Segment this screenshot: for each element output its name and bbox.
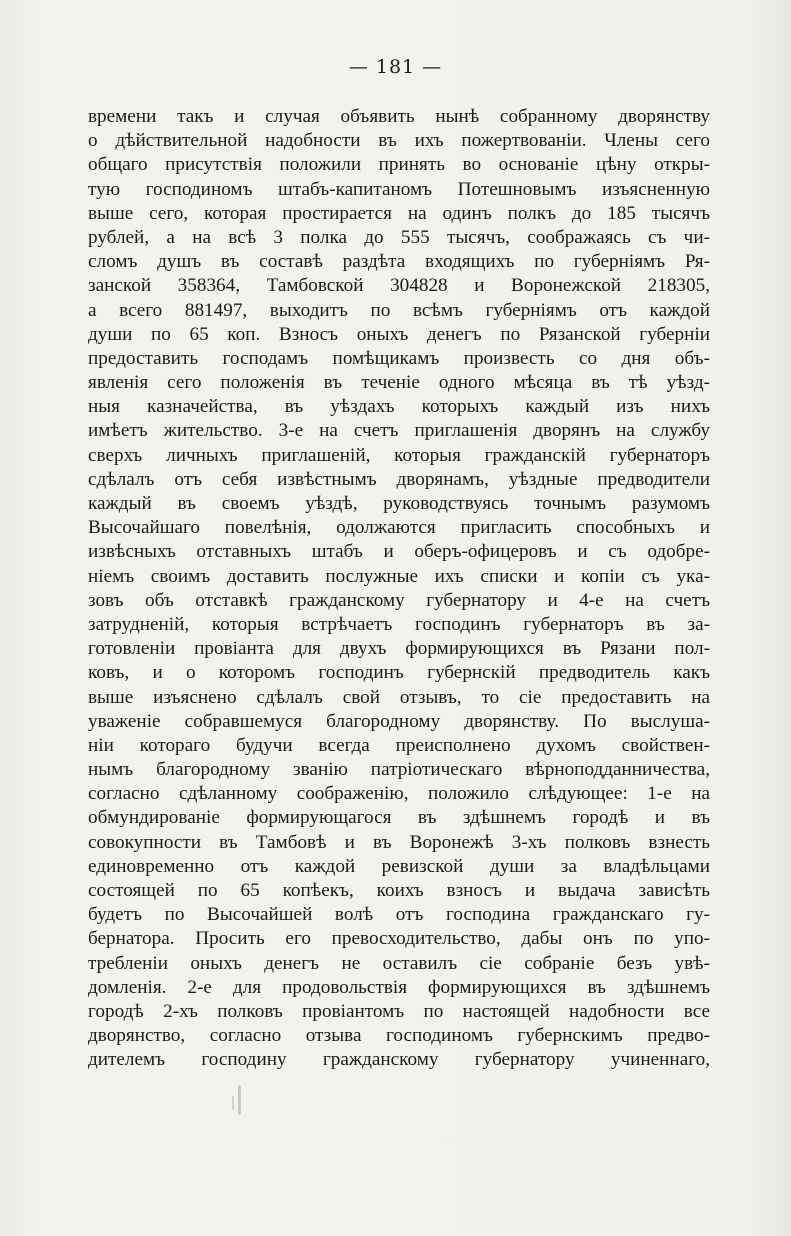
text-line: дителемъ господину гражданскому губернатору учиненнаго,: [88, 1049, 710, 1071]
text-line: совокупности въ Тамбовѣ и въ Воронежѣ 3-хъ полковъ взнесть: [88, 831, 710, 853]
text-line: извѣсныхъ отставныхъ штабъ и оберъ-офицеровъ и съ одобре-: [88, 541, 710, 563]
text-line: зовъ объ отставкѣ гражданскому губернатору и 4-е на счетъ: [88, 589, 710, 611]
text-line: имѣетъ жительство. 3-е на счетъ приглашенія дворянъ на службу: [88, 420, 710, 442]
text-line: домленія. 2-е для продовольствія формирующихся въ здѣшнемъ: [88, 976, 710, 998]
text-line: явленія сего положенія въ теченіе одного мѣсяца въ тѣ уѣзд-: [88, 372, 710, 394]
text-line: времени такъ и случая объявить нынѣ собранному дворянству: [88, 106, 710, 127]
text-line: каждый въ своемъ уѣздѣ, руководствуясь точнымъ разумомъ: [88, 493, 710, 514]
text-line: бернатора. Просить его превосходительство, дабы онъ по упо-: [88, 928, 710, 950]
text-line: о дѣйствительной надобности въ ихъ пожертвованіи. Члены сего: [88, 130, 710, 152]
text-line: требленіи оныхъ денегъ не оставилъ сіе собраніе безъ увѣ-: [88, 952, 710, 974]
text-line: сверхъ личныхъ приглашеній, которыя гражданскій губернаторъ: [88, 444, 710, 466]
print-smudge: [232, 1096, 234, 1110]
text-line: единовременно отъ каждой ревизской души за владѣльцами: [88, 855, 710, 877]
text-line: тую господиномъ штабъ-капитаномъ Потешновымъ изъясненную: [88, 178, 710, 200]
body-text: [88, 105, 710, 1073]
text-line: ныя казначейства, въ уѣздахъ которыхъ каждый изъ нихъ: [88, 396, 710, 418]
text-line: ковъ, и о которомъ господинъ губернскій предводитель какъ: [88, 662, 710, 684]
text-line: Высочайшаго повелѣнія, одолжаются пригласить способныхъ и: [88, 517, 710, 539]
text-line: городѣ 2-хъ полковъ провіантомъ по настоящей надобности все: [88, 1000, 710, 1022]
text-line: затрудненій, которыя встрѣчаетъ господинъ губернаторъ въ за-: [88, 613, 710, 635]
print-smudge: [238, 1085, 241, 1115]
text-line: сдѣлалъ отъ себя извѣстнымъ дворянамъ, уѣздные предводители: [88, 468, 710, 490]
text-line: сломъ душъ въ составѣ раздѣта входящихъ по губерніямъ Ря-: [88, 251, 710, 273]
text-line: общаго присутствія положили принять во основаніе цѣну откры-: [88, 154, 710, 176]
text-line: души по 65 коп. Взносъ оныхъ денегъ по Рязанской губерніи: [88, 323, 710, 345]
text-line: ніемъ своимъ доставить послужные ихъ списки и копіи съ ука-: [88, 565, 710, 587]
text-line: а всего 881497, выходитъ по всѣмъ губерніямъ отъ каждой: [88, 299, 710, 321]
text-line: нымъ благородному званію патріотическаго вѣрноподданничества,: [88, 759, 710, 781]
text-line: дворянство, согласно отзыва господиномъ губернскимъ предво-: [88, 1025, 710, 1047]
text-line: ніи котораго будучи всегда преисполнено духомъ свойствен-: [88, 734, 710, 756]
page-number: — 181 —: [348, 56, 443, 78]
text-line: предоставить господамъ помѣщикамъ произвесть со дня объ-: [88, 347, 710, 369]
text-line: готовленіи провіанта для двухъ формирующихся въ Рязани пол-: [88, 638, 710, 660]
text-line: будетъ по Высочайшей волѣ отъ господина гражданскаго гу-: [88, 904, 710, 926]
text-line: рублей, а на всѣ 3 полка до 555 тысячъ, соображаясь съ чи-: [88, 226, 710, 248]
text-line: обмундированіе формирующагося въ здѣшнемъ городѣ и въ: [88, 807, 710, 829]
text-line: согласно сдѣланному соображенію, положило слѣдующее: 1-е на: [88, 783, 710, 805]
text-line: состоящей по 65 копѣекъ, коихъ взносъ и выдача зависѣть: [88, 880, 710, 901]
text-line: уваженіе собравшемуся благородному дворянству. По выслуша-: [88, 710, 710, 732]
text-line: занской 358364, Тамбовской 304828 и Воронежской 218305,: [88, 275, 710, 297]
text-line: выше изъяснено сдѣлалъ свой отзывъ, то сіе предоставить на: [88, 686, 710, 708]
text-line: выше сего, которая простирается на одинъ полкъ до 185 тысячъ: [88, 202, 710, 224]
